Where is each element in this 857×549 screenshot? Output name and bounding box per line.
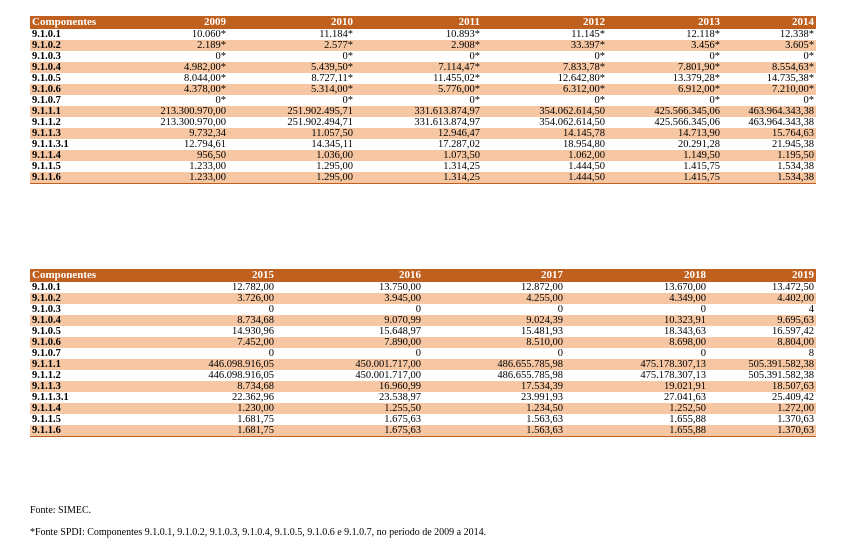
value-cell: 463.964.343,38 (722, 106, 816, 117)
table-row (30, 40, 816, 51)
value-cell: 1.534,38 (722, 172, 816, 184)
value-cell: 33.397* (482, 40, 607, 51)
table-row (30, 117, 816, 128)
value-cell: 0* (482, 95, 607, 106)
value-cell: 1.675,63 (276, 425, 423, 437)
value-cell: 213.300.970,00 (110, 106, 228, 117)
notes (30, 505, 486, 549)
table-row (30, 95, 816, 106)
table-row (30, 29, 816, 40)
component-cell: 9.1.1.2 (30, 117, 110, 128)
table-row (30, 106, 816, 117)
value-cell: 0* (228, 95, 355, 106)
value-cell: 23.538,97 (276, 392, 423, 403)
value-cell: 0* (482, 51, 607, 62)
value-cell: 1.534,38 (722, 161, 816, 172)
value-cell: 10.893* (355, 29, 482, 40)
table-header (30, 269, 816, 282)
value-cell: 425.566.345,06 (607, 117, 722, 128)
value-cell: 7.452,00 (109, 337, 276, 348)
component-cell: 9.1.1.6 (30, 425, 109, 437)
value-cell: 23.991,93 (423, 392, 565, 403)
component-cell: 9.1.1.3 (30, 128, 110, 139)
value-cell: 18.954,80 (482, 139, 607, 150)
value-cell: 12.946,47 (355, 128, 482, 139)
value-cell: 9.070,99 (276, 315, 423, 326)
value-cell: 11.057,50 (228, 128, 355, 139)
value-cell: 446.098.916,05 (109, 370, 276, 381)
value-cell: 4.349,00 (565, 293, 708, 304)
value-cell: 8.804,00 (708, 337, 816, 348)
value-cell: 0 (276, 304, 423, 315)
value-cell: 3.945,00 (276, 293, 423, 304)
value-cell: 4.982,00* (110, 62, 228, 73)
value-cell: 1.149,50 (607, 150, 722, 161)
table-row (30, 381, 816, 392)
value-cell: 9.024,39 (423, 315, 565, 326)
value-cell: 12.642,80* (482, 73, 607, 84)
table-row (30, 315, 816, 326)
value-cell: 10.323,91 (565, 315, 708, 326)
value-cell: 5.439,50* (228, 62, 355, 73)
value-cell: 475.178.307,13 (565, 359, 708, 370)
value-cell: 13.750,00 (276, 282, 423, 293)
table-row (30, 359, 816, 370)
value-cell: 956,50 (110, 150, 228, 161)
component-cell: 9.1.0.1 (30, 29, 110, 40)
value-cell: 22.362,96 (109, 392, 276, 403)
table-row (30, 370, 816, 381)
value-cell: 1.252,50 (565, 403, 708, 414)
value-cell: 0 (423, 348, 565, 359)
value-cell: 7.890,00 (276, 337, 423, 348)
column-header-year: 2016 (276, 269, 423, 282)
value-cell: 19.021,91 (565, 381, 708, 392)
table-row (30, 326, 816, 337)
value-cell: 0* (355, 95, 482, 106)
value-cell: 463.964.343,38 (722, 117, 816, 128)
value-cell: 13.379,28* (607, 73, 722, 84)
component-cell: 9.1.1.3.1 (30, 392, 109, 403)
value-cell: 1.036,00 (228, 150, 355, 161)
value-cell: 5.314,00* (228, 84, 355, 95)
component-cell: 9.1.0.2 (30, 293, 109, 304)
value-cell: 14.145,78 (482, 128, 607, 139)
value-cell: 0 (276, 348, 423, 359)
table-row (30, 73, 816, 84)
table-body (30, 282, 816, 437)
value-cell: 8.698,00 (565, 337, 708, 348)
component-cell: 9.1.0.2 (30, 40, 110, 51)
value-cell: 21.945,38 (722, 139, 816, 150)
value-cell: 450.001.717,00 (276, 370, 423, 381)
table-row (30, 150, 816, 161)
value-cell: 331.613.874,97 (355, 106, 482, 117)
table-row (30, 392, 816, 403)
value-cell: 4.378,00* (110, 84, 228, 95)
footnote: *Fonte SPDI: Componentes 9.1.0.1, 9.1.0.2, 9.1.0.3, 9.1.0.4, 9.1.0.5, 9.1.0.6 e 9.1.0.7, no período de 2009 a 2014. (30, 527, 487, 538)
source-note: Fonte: SIMEC. (30, 505, 92, 516)
component-cell: 9.1.0.4 (30, 315, 109, 326)
value-cell: 13.472,50 (708, 282, 816, 293)
column-header-year: 2015 (109, 269, 276, 282)
value-cell: 8.554,63* (722, 62, 816, 73)
value-cell: 1.370,63 (708, 425, 816, 437)
value-cell: 12.872,00 (423, 282, 565, 293)
component-cell: 9.1.1.4 (30, 150, 110, 161)
column-header-componentes: Componentes (30, 269, 109, 282)
value-cell: 9.732,34 (110, 128, 228, 139)
column-header-year: 2018 (565, 269, 708, 282)
value-cell: 1.415,75 (607, 161, 722, 172)
column-header-year: 2019 (708, 269, 816, 282)
value-cell: 11.145* (482, 29, 607, 40)
value-cell: 16.960,99 (276, 381, 423, 392)
component-cell: 9.1.0.7 (30, 95, 110, 106)
value-cell: 475.178.307,13 (565, 370, 708, 381)
value-cell: 1.195,50 (722, 150, 816, 161)
value-cell: 12.118* (607, 29, 722, 40)
table-row (30, 139, 816, 150)
value-cell: 1.563,63 (423, 425, 565, 437)
value-cell: 1.233,00 (110, 161, 228, 172)
value-cell: 1.681,75 (109, 425, 276, 437)
value-cell: 8.727,11* (228, 73, 355, 84)
component-cell: 9.1.0.5 (30, 326, 109, 337)
table-row (30, 282, 816, 293)
value-cell: 14.735,38* (722, 73, 816, 84)
value-cell: 8.044,00* (110, 73, 228, 84)
value-cell: 14.713,90 (607, 128, 722, 139)
value-cell: 1.444,50 (482, 172, 607, 184)
value-cell: 3.456* (607, 40, 722, 51)
value-cell: 1.655,88 (565, 414, 708, 425)
value-cell: 7.833,78* (482, 62, 607, 73)
value-cell: 1.062,00 (482, 150, 607, 161)
value-cell: 8 (708, 348, 816, 359)
value-cell: 0 (109, 304, 276, 315)
component-cell: 9.1.0.3 (30, 304, 109, 315)
value-cell: 354.062.614,50 (482, 117, 607, 128)
value-cell: 0 (423, 304, 565, 315)
value-cell: 0* (722, 51, 816, 62)
value-cell: 2.189* (110, 40, 228, 51)
value-cell: 0* (722, 95, 816, 106)
data-table-2009-2014 (30, 16, 816, 184)
value-cell: 1.415,75 (607, 172, 722, 184)
column-header-year: 2010 (228, 16, 355, 29)
value-cell: 12.794,61 (110, 139, 228, 150)
value-cell: 1.233,00 (110, 172, 228, 184)
value-cell: 2.577* (228, 40, 355, 51)
value-cell: 9.695,63 (708, 315, 816, 326)
column-header-year: 2013 (607, 16, 722, 29)
value-cell: 0* (355, 51, 482, 62)
value-cell: 14.345,11 (228, 139, 355, 150)
value-cell: 251.902.494,71 (228, 117, 355, 128)
value-cell: 7.801,90* (607, 62, 722, 73)
value-cell: 6.312,00* (482, 84, 607, 95)
value-cell: 1.444,50 (482, 161, 607, 172)
value-cell: 15.481,93 (423, 326, 565, 337)
value-cell: 1.234,50 (423, 403, 565, 414)
value-cell: 4 (708, 304, 816, 315)
table-row (30, 62, 816, 73)
value-cell: 15.764,63 (722, 128, 816, 139)
component-cell: 9.1.0.1 (30, 282, 109, 293)
value-cell: 1.675,63 (276, 414, 423, 425)
data-table-2015-2019 (30, 269, 816, 437)
component-cell: 9.1.1.5 (30, 161, 110, 172)
table-row (30, 172, 816, 184)
value-cell: 0 (565, 304, 708, 315)
value-cell: 1.563,63 (423, 414, 565, 425)
value-cell: 10.060* (110, 29, 228, 40)
value-cell: 0 (109, 348, 276, 359)
table-row (30, 337, 816, 348)
value-cell: 14.930,96 (109, 326, 276, 337)
component-cell: 9.1.0.4 (30, 62, 110, 73)
column-header-componentes: Componentes (30, 16, 110, 29)
value-cell: 0 (565, 348, 708, 359)
value-cell: 0* (228, 51, 355, 62)
table-body (30, 29, 816, 184)
value-cell: 8.510,00 (423, 337, 565, 348)
column-header-year: 2009 (110, 16, 228, 29)
value-cell: 486.655.785,98 (423, 359, 565, 370)
component-cell: 9.1.1.1 (30, 359, 109, 370)
component-cell: 9.1.1.3.1 (30, 139, 110, 150)
value-cell: 13.670,00 (565, 282, 708, 293)
value-cell: 8.734,68 (109, 381, 276, 392)
column-header-year: 2014 (722, 16, 816, 29)
value-cell: 25.409,42 (708, 392, 816, 403)
table-row (30, 304, 816, 315)
value-cell: 18.507,63 (708, 381, 816, 392)
value-cell: 0* (607, 95, 722, 106)
value-cell: 1.230,00 (109, 403, 276, 414)
value-cell: 1.255,50 (276, 403, 423, 414)
value-cell: 6.912,00* (607, 84, 722, 95)
column-header-year: 2012 (482, 16, 607, 29)
value-cell: 0* (110, 51, 228, 62)
value-cell: 1.370,63 (708, 414, 816, 425)
value-cell: 4.402,00 (708, 293, 816, 304)
value-cell: 425.566.345,06 (607, 106, 722, 117)
column-header-year: 2011 (355, 16, 482, 29)
value-cell: 7.210,00* (722, 84, 816, 95)
table-row (30, 51, 816, 62)
value-cell: 16.597,42 (708, 326, 816, 337)
value-cell: 0* (110, 95, 228, 106)
component-cell: 9.1.1.4 (30, 403, 109, 414)
value-cell: 5.776,00* (355, 84, 482, 95)
table-row (30, 403, 816, 414)
component-cell: 9.1.1.1 (30, 106, 110, 117)
component-cell: 9.1.0.6 (30, 337, 109, 348)
value-cell: 354.062.614,50 (482, 106, 607, 117)
value-cell: 2.908* (355, 40, 482, 51)
component-cell: 9.1.0.6 (30, 84, 110, 95)
value-cell: 446.098.916,05 (109, 359, 276, 370)
value-cell: 1.681,75 (109, 414, 276, 425)
value-cell: 331.613.874,97 (355, 117, 482, 128)
value-cell: 15.648,97 (276, 326, 423, 337)
value-cell: 213.300.970,00 (110, 117, 228, 128)
value-cell: 7.114,47* (355, 62, 482, 73)
value-cell: 505.391.582,38 (708, 370, 816, 381)
value-cell: 3.605* (722, 40, 816, 51)
component-cell: 9.1.1.5 (30, 414, 109, 425)
table-row (30, 348, 816, 359)
value-cell: 1.295,00 (228, 172, 355, 184)
value-cell: 27.041,63 (565, 392, 708, 403)
value-cell: 11.455,02* (355, 73, 482, 84)
table-row (30, 84, 816, 95)
component-cell: 9.1.0.3 (30, 51, 110, 62)
value-cell: 1.295,00 (228, 161, 355, 172)
value-cell: 1.655,88 (565, 425, 708, 437)
value-cell: 450.001.717,00 (276, 359, 423, 370)
value-cell: 18.343,63 (565, 326, 708, 337)
value-cell: 505.391.582,38 (708, 359, 816, 370)
column-header-year: 2017 (423, 269, 565, 282)
value-cell: 12.338* (722, 29, 816, 40)
value-cell: 1.272,00 (708, 403, 816, 414)
value-cell: 1.314,25 (355, 172, 482, 184)
value-cell: 0* (607, 51, 722, 62)
component-cell: 9.1.1.6 (30, 172, 110, 184)
table-row (30, 414, 816, 425)
value-cell: 17.534,39 (423, 381, 565, 392)
value-cell: 20.291,28 (607, 139, 722, 150)
table-row (30, 425, 816, 437)
value-cell: 17.287,02 (355, 139, 482, 150)
value-cell: 3.726,00 (109, 293, 276, 304)
table-header (30, 16, 816, 29)
value-cell: 8.734,68 (109, 315, 276, 326)
component-cell: 9.1.0.7 (30, 348, 109, 359)
value-cell: 12.782,00 (109, 282, 276, 293)
component-cell: 9.1.1.2 (30, 370, 109, 381)
value-cell: 11.184* (228, 29, 355, 40)
value-cell: 4.255,00 (423, 293, 565, 304)
value-cell: 251.902.495,71 (228, 106, 355, 117)
component-cell: 9.1.0.5 (30, 73, 110, 84)
value-cell: 486.655.785,98 (423, 370, 565, 381)
table-row (30, 128, 816, 139)
component-cell: 9.1.1.3 (30, 381, 109, 392)
value-cell: 1.314,25 (355, 161, 482, 172)
value-cell: 1.073,50 (355, 150, 482, 161)
table-row (30, 293, 816, 304)
table-row (30, 161, 816, 172)
